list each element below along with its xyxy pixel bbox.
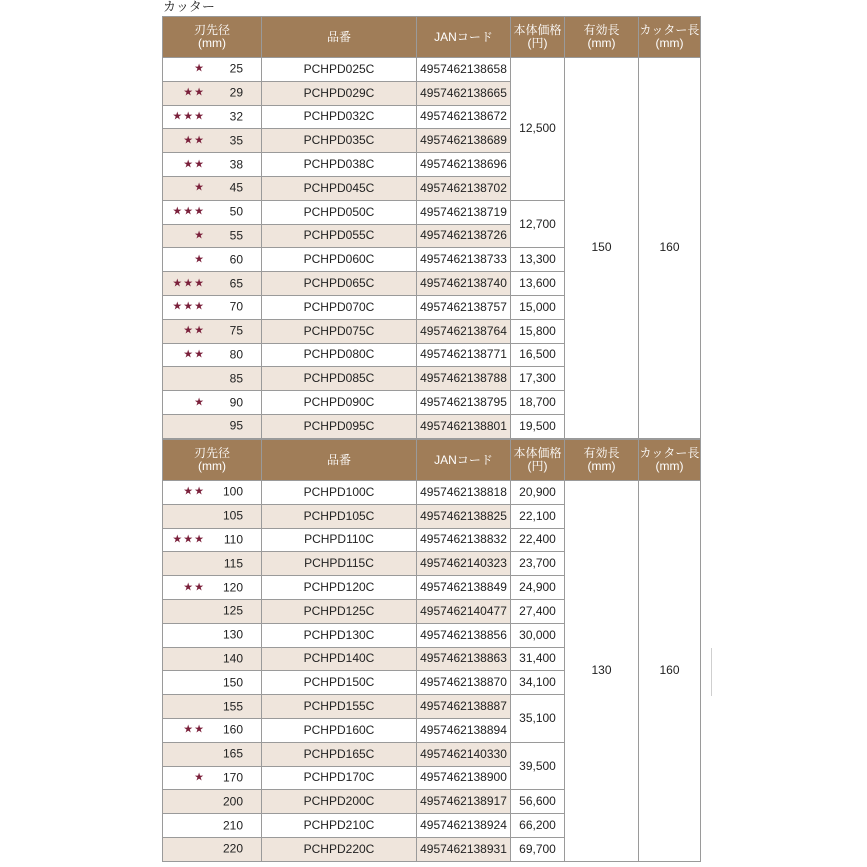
jan-code-cell: 4957462140477 — [417, 599, 511, 623]
diameter-value: 165 — [222, 746, 243, 761]
diameter-cell — [163, 647, 262, 671]
diameter-value: 210 — [222, 818, 243, 833]
diameter-cell — [163, 343, 262, 367]
diameter-value: 70 — [229, 299, 243, 314]
jan-code-cell: 4957462138726 — [417, 224, 511, 248]
jan-code-cell: 4957462138795 — [417, 391, 511, 415]
table-row — [163, 481, 701, 505]
part-number-cell: PCHPD055C — [262, 224, 417, 248]
effective-length-cell: 130 — [565, 481, 639, 862]
cutter-spec-table-2 — [162, 439, 701, 862]
part-number-cell: PCHPD140C — [262, 647, 417, 671]
diameter-value: 38 — [229, 157, 243, 172]
diameter-value: 220 — [222, 841, 243, 856]
part-number-cell: PCHPD065C — [262, 272, 417, 296]
part-number-cell: PCHPD155C — [262, 695, 417, 719]
diameter-cell — [163, 58, 262, 82]
jan-code-cell: 4957462140323 — [417, 552, 511, 576]
price-cell: 16,500 — [511, 343, 565, 367]
header-price: 本体価格 (円) — [511, 17, 565, 58]
price-cell: 12,700 — [511, 200, 565, 248]
diameter-value: 155 — [222, 699, 243, 714]
price-cell: 66,200 — [511, 814, 565, 838]
part-number-cell: PCHPD029C — [262, 81, 417, 105]
jan-code-cell: 4957462138764 — [417, 319, 511, 343]
diameter-cell — [163, 504, 262, 528]
header-cutter-length: カッター長 (mm) — [639, 17, 701, 58]
star-rating: ★ — [194, 396, 205, 409]
part-number-cell: PCHPD070C — [262, 295, 417, 319]
diameter-cell — [163, 81, 262, 105]
price-cell: 39,500 — [511, 742, 565, 790]
diameter-cell — [163, 837, 262, 861]
diameter-value: 200 — [222, 794, 243, 809]
jan-code-cell: 4957462140330 — [417, 742, 511, 766]
header-part-number: 品番 — [262, 17, 417, 58]
jan-code-cell: 4957462138924 — [417, 814, 511, 838]
part-number-cell: PCHPD165C — [262, 742, 417, 766]
part-number-cell: PCHPD085C — [262, 367, 417, 391]
diameter-value: 90 — [229, 395, 243, 410]
star-rating: ★ — [194, 253, 205, 266]
diameter-value: 110 — [223, 532, 243, 547]
jan-code-cell: 4957462138832 — [417, 528, 511, 552]
part-number-cell: PCHPD110C — [262, 528, 417, 552]
diameter-cell — [163, 552, 262, 576]
jan-code-cell: 4957462138931 — [417, 837, 511, 861]
diameter-cell — [163, 414, 262, 438]
price-cell: 17,300 — [511, 367, 565, 391]
divider-line — [711, 648, 712, 696]
jan-code-cell: 4957462138825 — [417, 504, 511, 528]
jan-code-cell: 4957462138771 — [417, 343, 511, 367]
header-diameter: 刃先径 (mm) — [163, 17, 262, 58]
price-cell: 31,400 — [511, 647, 565, 671]
diameter-value: 80 — [229, 347, 243, 362]
diameter-cell — [163, 319, 262, 343]
price-cell: 34,100 — [511, 671, 565, 695]
effective-length-cell: 150 — [565, 58, 639, 439]
diameter-cell — [163, 576, 262, 600]
jan-code-cell: 4957462138818 — [417, 481, 511, 505]
header-jan-code: JANコード — [417, 17, 511, 58]
diameter-cell — [163, 224, 262, 248]
diameter-value: 160 — [222, 722, 243, 737]
diameter-cell — [163, 623, 262, 647]
part-number-cell: PCHPD200C — [262, 790, 417, 814]
price-cell: 24,900 — [511, 576, 565, 600]
cutter-length-cell: 160 — [639, 481, 701, 862]
diameter-value: 125 — [222, 603, 243, 618]
table-row — [163, 58, 701, 82]
price-cell: 19,500 — [511, 414, 565, 438]
jan-code-cell: 4957462138702 — [417, 176, 511, 200]
diameter-cell — [163, 766, 262, 790]
diameter-value: 85 — [229, 371, 243, 386]
star-rating: ★★★ — [172, 533, 205, 546]
price-cell: 12,500 — [511, 58, 565, 201]
price-cell: 23,700 — [511, 552, 565, 576]
diameter-cell — [163, 814, 262, 838]
diameter-cell — [163, 367, 262, 391]
diameter-value: 75 — [229, 323, 243, 338]
diameter-cell — [163, 742, 262, 766]
diameter-value: 95 — [229, 418, 243, 433]
diameter-cell — [163, 391, 262, 415]
price-cell: 22,100 — [511, 504, 565, 528]
jan-code-cell: 4957462138856 — [417, 623, 511, 647]
star-rating: ★★ — [183, 324, 205, 337]
jan-code-cell: 4957462138894 — [417, 718, 511, 742]
diameter-cell — [163, 272, 262, 296]
diameter-cell — [163, 671, 262, 695]
part-number-cell: PCHPD060C — [262, 248, 417, 272]
diameter-value: 29 — [229, 85, 243, 100]
star-rating: ★★ — [183, 581, 205, 594]
header-cutter-length: カッター長 (mm) — [639, 440, 701, 481]
part-number-cell: PCHPD032C — [262, 105, 417, 129]
star-rating: ★★★ — [172, 277, 205, 290]
part-number-cell: PCHPD210C — [262, 814, 417, 838]
diameter-cell — [163, 718, 262, 742]
price-cell: 13,600 — [511, 272, 565, 296]
star-rating: ★★ — [183, 86, 205, 99]
header-effective-length: 有効長 (mm) — [565, 17, 639, 58]
jan-code-cell: 4957462138887 — [417, 695, 511, 719]
star-rating: ★ — [194, 181, 205, 194]
jan-code-cell: 4957462138757 — [417, 295, 511, 319]
part-number-cell: PCHPD105C — [262, 504, 417, 528]
jan-code-cell: 4957462138788 — [417, 367, 511, 391]
diameter-cell — [163, 129, 262, 153]
price-cell: 35,100 — [511, 695, 565, 743]
diameter-cell — [163, 790, 262, 814]
price-cell: 27,400 — [511, 599, 565, 623]
part-number-cell: PCHPD080C — [262, 343, 417, 367]
cutter-spec-table-1 — [162, 16, 701, 439]
diameter-value: 120 — [222, 580, 243, 595]
diameter-value: 50 — [229, 204, 243, 219]
part-number-cell: PCHPD125C — [262, 599, 417, 623]
diameter-cell — [163, 248, 262, 272]
diameter-value: 115 — [223, 556, 243, 571]
diameter-value: 150 — [222, 675, 243, 690]
diameter-cell — [163, 295, 262, 319]
jan-code-cell: 4957462138740 — [417, 272, 511, 296]
diameter-value: 65 — [229, 276, 243, 291]
star-rating: ★★★ — [172, 300, 205, 313]
diameter-value: 60 — [229, 252, 243, 267]
jan-code-cell: 4957462138672 — [417, 105, 511, 129]
price-cell: 56,600 — [511, 790, 565, 814]
diameter-cell — [163, 599, 262, 623]
header-effective-length: 有効長 (mm) — [565, 440, 639, 481]
price-cell: 15,800 — [511, 319, 565, 343]
jan-code-cell: 4957462138665 — [417, 81, 511, 105]
diameter-cell — [163, 105, 262, 129]
part-number-cell: PCHPD035C — [262, 129, 417, 153]
jan-code-cell: 4957462138849 — [417, 576, 511, 600]
jan-code-cell: 4957462138719 — [417, 200, 511, 224]
diameter-cell — [163, 200, 262, 224]
diameter-cell — [163, 176, 262, 200]
diameter-value: 32 — [229, 109, 243, 124]
jan-code-cell: 4957462138917 — [417, 790, 511, 814]
diameter-cell — [163, 153, 262, 177]
part-number-cell: PCHPD095C — [262, 414, 417, 438]
diameter-value: 45 — [229, 180, 243, 195]
star-rating: ★ — [194, 62, 205, 75]
jan-code-cell: 4957462138863 — [417, 647, 511, 671]
price-cell: 30,000 — [511, 623, 565, 647]
jan-code-cell: 4957462138689 — [417, 129, 511, 153]
jan-code-cell: 4957462138870 — [417, 671, 511, 695]
header-part-number: 品番 — [262, 440, 417, 481]
diameter-value: 105 — [222, 508, 243, 523]
jan-code-cell: 4957462138696 — [417, 153, 511, 177]
star-rating: ★★★ — [172, 110, 205, 123]
part-number-cell: PCHPD130C — [262, 623, 417, 647]
star-rating: ★ — [194, 229, 205, 242]
star-rating: ★★ — [183, 723, 205, 736]
part-number-cell: PCHPD170C — [262, 766, 417, 790]
star-rating: ★ — [194, 771, 205, 784]
jan-code-cell: 4957462138900 — [417, 766, 511, 790]
diameter-value: 100 — [222, 484, 243, 499]
jan-code-cell: 4957462138733 — [417, 248, 511, 272]
star-rating: ★★ — [183, 134, 205, 147]
price-cell: 15,000 — [511, 295, 565, 319]
star-rating: ★★ — [183, 485, 205, 498]
jan-code-cell: 4957462138801 — [417, 414, 511, 438]
star-rating: ★★ — [183, 158, 205, 171]
jan-code-cell: 4957462138658 — [417, 58, 511, 82]
part-number-cell: PCHPD045C — [262, 176, 417, 200]
part-number-cell: PCHPD220C — [262, 837, 417, 861]
diameter-cell — [163, 481, 262, 505]
diameter-value: 130 — [222, 627, 243, 642]
diameter-value: 170 — [222, 770, 243, 785]
part-number-cell: PCHPD038C — [262, 153, 417, 177]
diameter-value: 25 — [229, 61, 243, 76]
part-number-cell: PCHPD050C — [262, 200, 417, 224]
header-diameter: 刃先径 (mm) — [163, 440, 262, 481]
price-cell: 22,400 — [511, 528, 565, 552]
price-cell: 20,900 — [511, 481, 565, 505]
part-number-cell: PCHPD160C — [262, 718, 417, 742]
price-cell: 69,700 — [511, 837, 565, 861]
part-number-cell: PCHPD090C — [262, 391, 417, 415]
part-number-cell: PCHPD100C — [262, 481, 417, 505]
star-rating: ★★ — [183, 348, 205, 361]
star-rating: ★★★ — [172, 205, 205, 218]
header-price: 本体価格 (円) — [511, 440, 565, 481]
diameter-value: 35 — [229, 133, 243, 148]
price-cell: 18,700 — [511, 391, 565, 415]
diameter-value: 140 — [222, 651, 243, 666]
part-number-cell: PCHPD150C — [262, 671, 417, 695]
price-cell: 13,300 — [511, 248, 565, 272]
diameter-cell — [163, 528, 262, 552]
part-number-cell: PCHPD115C — [262, 552, 417, 576]
diameter-value: 55 — [229, 228, 243, 243]
section-caption: カッター — [163, 0, 215, 14]
part-number-cell: PCHPD075C — [262, 319, 417, 343]
part-number-cell: PCHPD120C — [262, 576, 417, 600]
diameter-cell — [163, 695, 262, 719]
header-jan-code: JANコード — [417, 440, 511, 481]
part-number-cell: PCHPD025C — [262, 58, 417, 82]
cutter-length-cell: 160 — [639, 58, 701, 439]
